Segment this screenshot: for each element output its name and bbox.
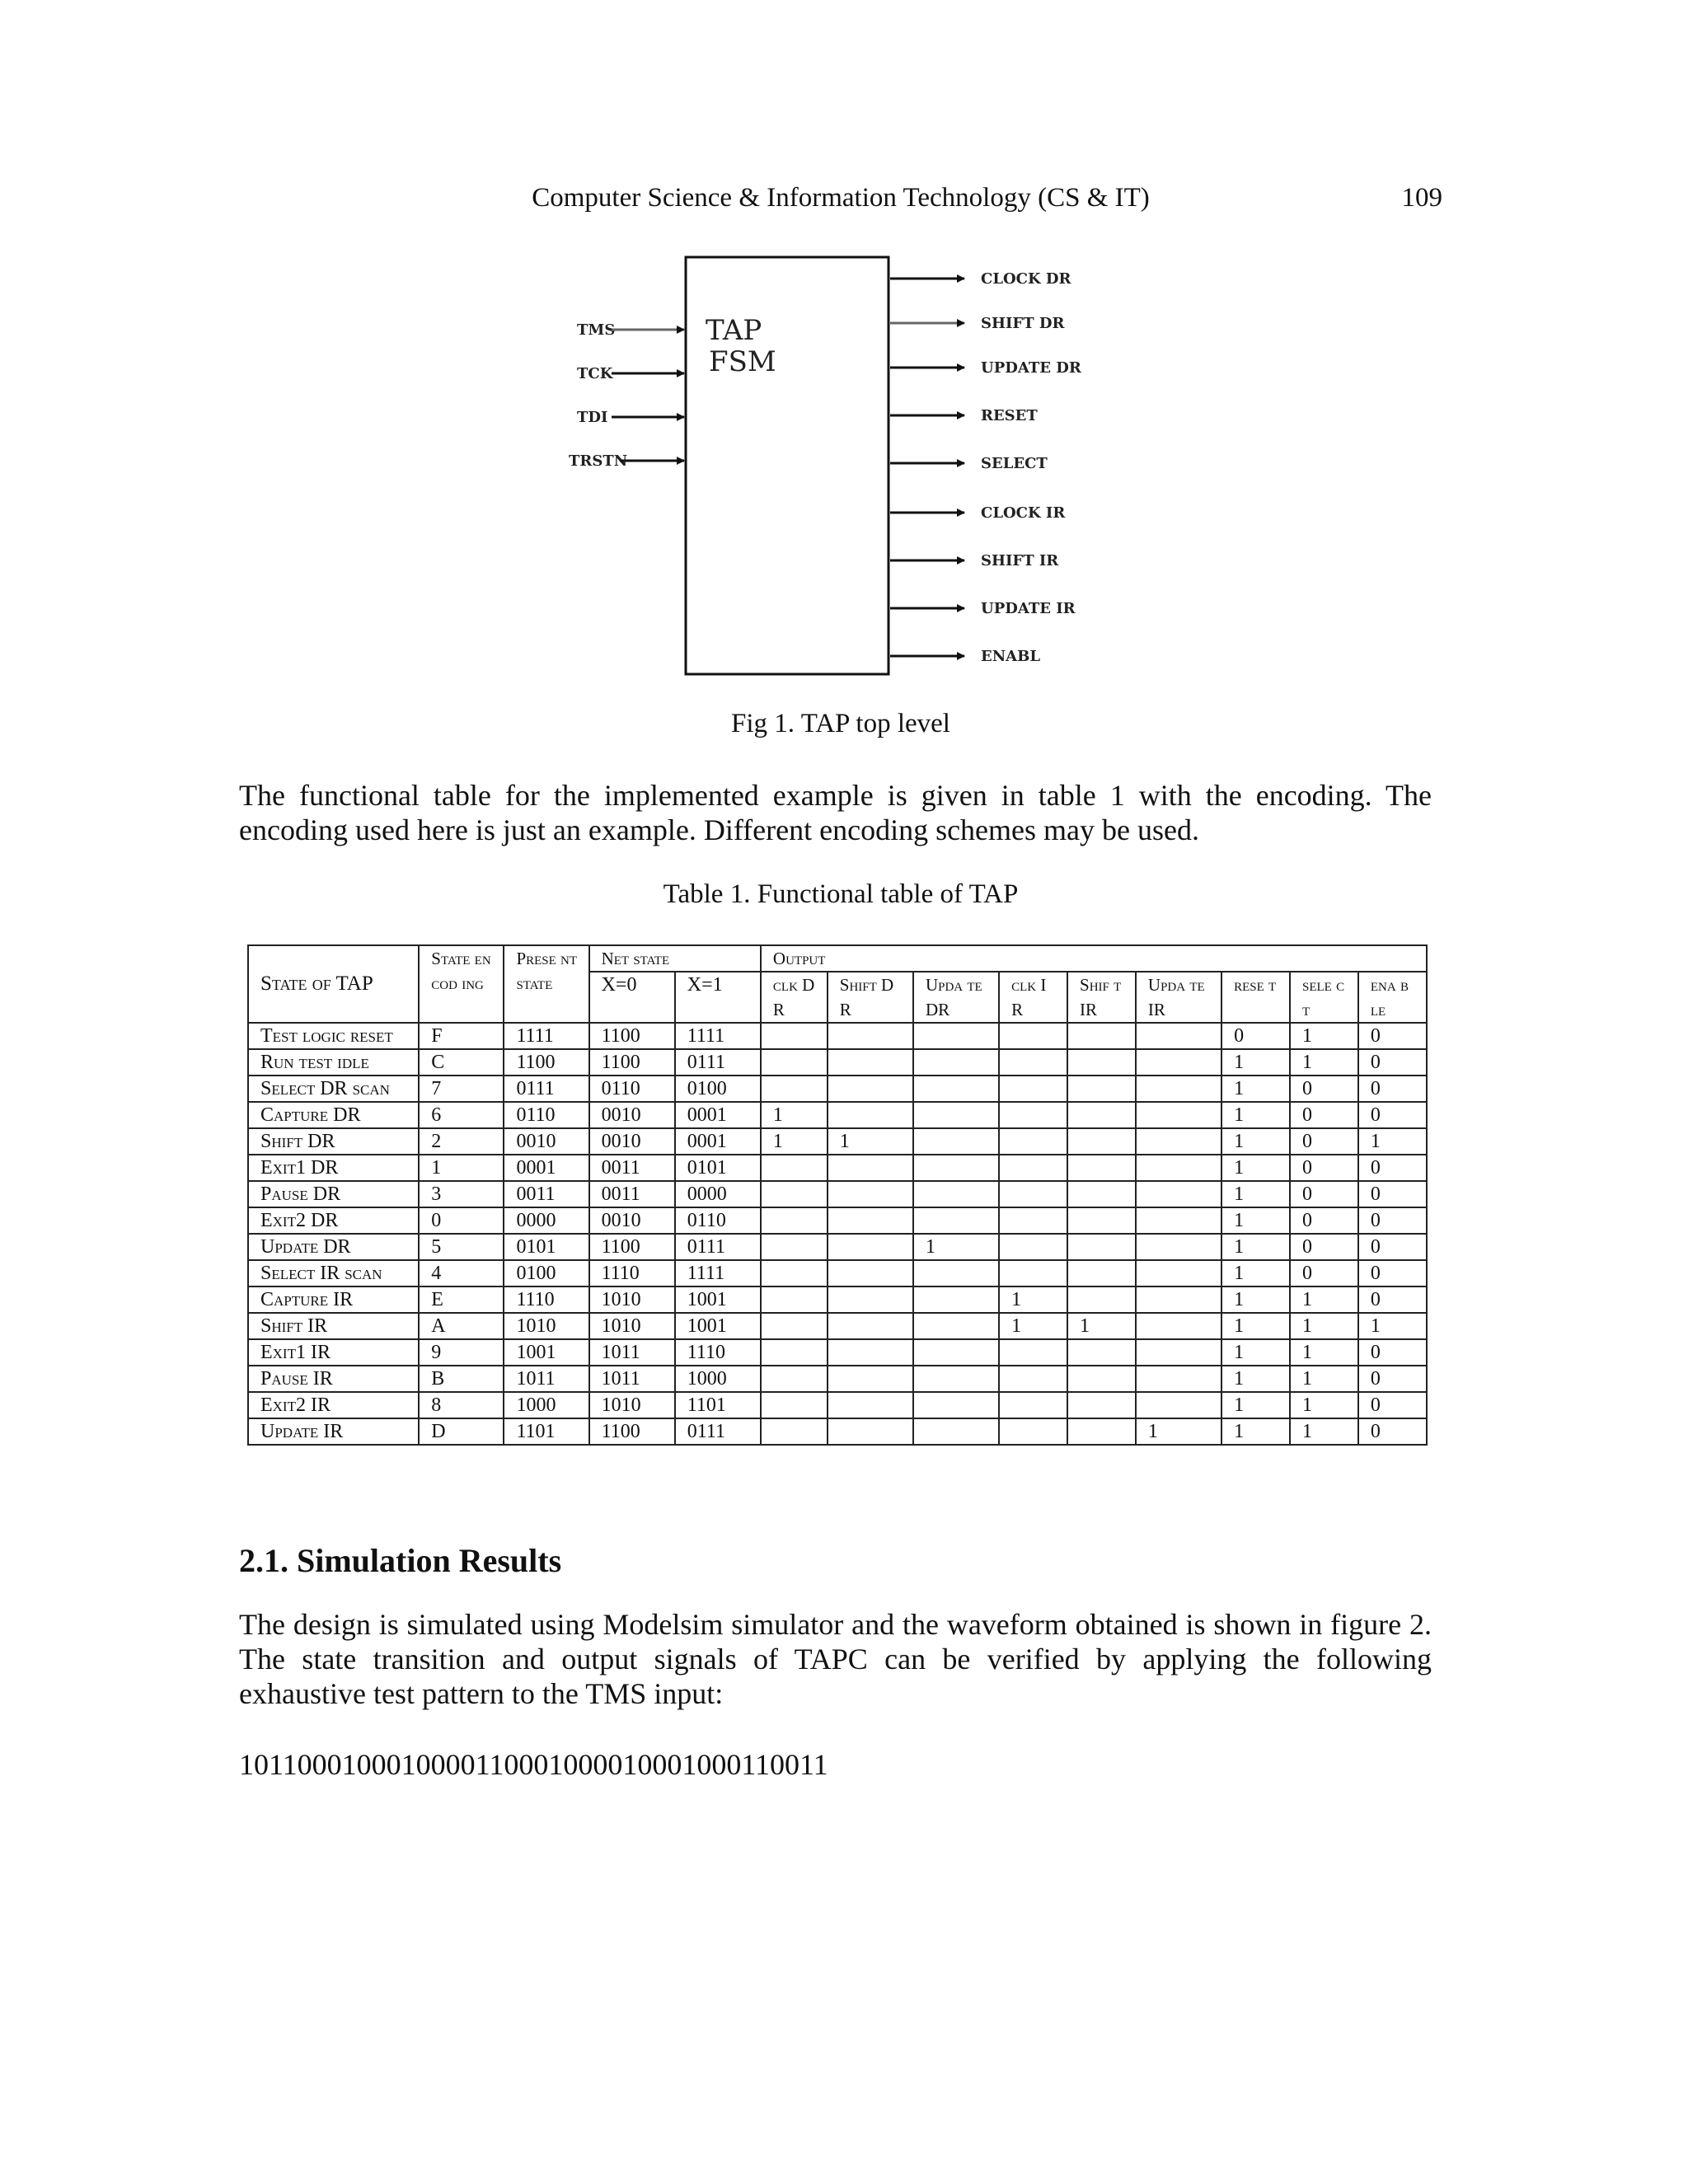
header-output-col: clk IR (999, 972, 1067, 1023)
section-heading: 2.1. Simulation Results (239, 1542, 562, 1579)
cell-output (913, 1102, 999, 1128)
cell-output: 1 (1221, 1260, 1290, 1286)
cell-output: 0 (1290, 1102, 1358, 1128)
cell-output (1136, 1128, 1221, 1155)
cell-output (761, 1313, 828, 1339)
cell-output: 0 (1358, 1102, 1427, 1128)
cell-output (999, 1418, 1067, 1445)
cell-state: Run test idle (248, 1049, 419, 1076)
cell-output (999, 1023, 1067, 1049)
cell-output: 0 (1358, 1155, 1427, 1181)
cell-output: 0 (1358, 1418, 1427, 1445)
cell-state: Update IR (248, 1418, 419, 1445)
cell-output (913, 1023, 999, 1049)
cell-output (828, 1234, 913, 1260)
cell-output (1067, 1023, 1136, 1049)
output-label-shift-dr: SHIFT DR (981, 315, 1065, 332)
cell-output (828, 1155, 913, 1181)
cell-next-x1: 0110 (675, 1207, 761, 1234)
cell-output (1136, 1023, 1221, 1049)
cell-output (913, 1049, 999, 1076)
cell-encoding: 0 (419, 1207, 504, 1234)
cell-state: Exit1 DR (248, 1155, 419, 1181)
cell-output: 1 (1221, 1128, 1290, 1155)
cell-encoding: 5 (419, 1234, 504, 1260)
cell-output (1136, 1286, 1221, 1313)
cell-output (761, 1260, 828, 1286)
cell-next-x1: 1001 (675, 1286, 761, 1313)
cell-next-x1: 0001 (675, 1128, 761, 1155)
cell-output (761, 1181, 828, 1207)
cell-encoding: F (419, 1023, 504, 1049)
cell-output: 1 (1290, 1366, 1358, 1392)
cell-output (828, 1102, 913, 1128)
cell-output: 1 (761, 1102, 828, 1128)
header-output-col: sele ct (1290, 972, 1358, 1023)
cell-state: Select IR scan (248, 1260, 419, 1286)
cell-output (999, 1207, 1067, 1234)
cell-next-x1: 1101 (675, 1392, 761, 1418)
cell-output: 0 (1358, 1049, 1427, 1076)
cell-output (1136, 1339, 1221, 1366)
cell-output (828, 1207, 913, 1234)
figure-caption: Fig 1. TAP top level (731, 709, 950, 738)
cell-output (828, 1392, 913, 1418)
cell-next-x0: 1100 (589, 1049, 675, 1076)
cell-output: 0 (1290, 1181, 1358, 1207)
cell-next-x1: 1001 (675, 1313, 761, 1339)
cell-output (761, 1207, 828, 1234)
cell-output (913, 1076, 999, 1102)
header-encoding: State encod ing (419, 945, 504, 1023)
cell-next-x1: 1111 (675, 1023, 761, 1049)
cell-output (1067, 1181, 1136, 1207)
cell-present-state: 1000 (504, 1392, 588, 1418)
input-label-tck: TCK (577, 365, 613, 382)
cell-output (761, 1366, 828, 1392)
input-label-tms: TMS (577, 321, 616, 339)
cell-output (1067, 1260, 1136, 1286)
cell-output (999, 1260, 1067, 1286)
cell-state: Update DR (248, 1234, 419, 1260)
cell-output: 1 (1221, 1049, 1290, 1076)
fsm-label-tap: TAP (706, 314, 762, 347)
output-signals (890, 270, 1082, 665)
table-row (248, 1155, 1427, 1181)
cell-output: 1 (1221, 1181, 1290, 1207)
cell-present-state: 0110 (504, 1102, 588, 1128)
cell-output (913, 1366, 999, 1392)
tap-block-diagram (544, 247, 1121, 709)
cell-output (913, 1286, 999, 1313)
cell-output (761, 1023, 828, 1049)
cell-output: 1 (1221, 1286, 1290, 1313)
cell-present-state: 1001 (504, 1339, 588, 1366)
cell-output: 0 (1290, 1128, 1358, 1155)
cell-output: 1 (1221, 1392, 1290, 1418)
cell-output: 1 (1290, 1339, 1358, 1366)
cell-output (1136, 1366, 1221, 1392)
cell-next-x0: 0010 (589, 1128, 675, 1155)
cell-encoding: E (419, 1286, 504, 1313)
cell-next-x1: 1000 (675, 1366, 761, 1392)
cell-encoding: 6 (419, 1102, 504, 1128)
cell-output (1136, 1234, 1221, 1260)
cell-output: 1 (1221, 1155, 1290, 1181)
cell-output (913, 1181, 999, 1207)
output-label-update-dr: UPDATE DR (981, 359, 1081, 377)
header-output-col: rese t (1221, 972, 1290, 1023)
journal-title: Computer Science & Information Technology (CS & IT) (532, 183, 1150, 213)
cell-output: 0 (1358, 1366, 1427, 1392)
cell-encoding: 3 (419, 1181, 504, 1207)
table-row (248, 1339, 1427, 1366)
input-label-tdi: TDI (577, 409, 608, 426)
cell-next-x0: 1100 (589, 1418, 675, 1445)
cell-output (828, 1286, 913, 1313)
cell-output (999, 1102, 1067, 1128)
cell-output: 1 (1221, 1234, 1290, 1260)
cell-output: 0 (1290, 1155, 1358, 1181)
table-row (248, 1049, 1427, 1076)
cell-output: 1 (1358, 1128, 1427, 1155)
output-label-shift-ir: SHIFT IR (981, 552, 1059, 569)
cell-next-x1: 0000 (675, 1181, 761, 1207)
cell-output (999, 1366, 1067, 1392)
cell-next-x0: 1010 (589, 1286, 675, 1313)
cell-output: 1 (1290, 1313, 1358, 1339)
header-x1: X=1 (675, 972, 761, 1023)
cell-output (1067, 1366, 1136, 1392)
cell-encoding: 8 (419, 1392, 504, 1418)
cell-output (828, 1049, 913, 1076)
cell-encoding: 4 (419, 1260, 504, 1286)
cell-output (761, 1234, 828, 1260)
cell-output (828, 1366, 913, 1392)
cell-output: 1 (999, 1286, 1067, 1313)
cell-present-state: 1011 (504, 1366, 588, 1392)
cell-output: 0 (1358, 1339, 1427, 1366)
cell-next-x0: 0110 (589, 1076, 675, 1102)
cell-output: 0 (1290, 1234, 1358, 1260)
table-row (248, 1181, 1427, 1207)
output-label-select: SELECT (981, 455, 1048, 472)
cell-output: 1 (1290, 1392, 1358, 1418)
cell-output (1067, 1155, 1136, 1181)
cell-output (1067, 1234, 1136, 1260)
cell-present-state: 0011 (504, 1181, 588, 1207)
cell-next-x0: 0011 (589, 1155, 675, 1181)
cell-output: 0 (1358, 1234, 1427, 1260)
output-label-clock-dr: CLOCK DR (981, 270, 1071, 288)
page-number: 109 (1401, 183, 1442, 213)
table-caption: Table 1. Functional table of TAP (663, 879, 1019, 909)
cell-output (999, 1155, 1067, 1181)
cell-output (999, 1234, 1067, 1260)
cell-output: 1 (1290, 1286, 1358, 1313)
cell-output (999, 1181, 1067, 1207)
cell-next-x0: 1011 (589, 1366, 675, 1392)
table-row (248, 1128, 1427, 1155)
cell-output (913, 1260, 999, 1286)
cell-state: Exit1 IR (248, 1339, 419, 1366)
cell-output (1136, 1392, 1221, 1418)
cell-output (1067, 1128, 1136, 1155)
cell-present-state: 0101 (504, 1234, 588, 1260)
cell-output: 0 (1290, 1207, 1358, 1234)
cell-output (1067, 1418, 1136, 1445)
cell-output (828, 1339, 913, 1366)
cell-next-x1: 0111 (675, 1049, 761, 1076)
cell-state: Shift DR (248, 1128, 419, 1155)
cell-output (1067, 1102, 1136, 1128)
cell-output: 1 (1221, 1102, 1290, 1128)
cell-output (913, 1155, 999, 1181)
cell-output (761, 1339, 828, 1366)
table-row (248, 1102, 1427, 1128)
cell-output: 0 (1358, 1076, 1427, 1102)
cell-output: 1 (913, 1234, 999, 1260)
running-header (239, 183, 1442, 224)
output-label-reset: RESET (981, 407, 1038, 424)
cell-next-x0: 1110 (589, 1260, 675, 1286)
cell-present-state: 1110 (504, 1286, 588, 1313)
cell-next-x1: 0100 (675, 1076, 761, 1102)
cell-output: 0 (1358, 1392, 1427, 1418)
header-output-col: Upda te IR (1136, 972, 1221, 1023)
cell-output (761, 1418, 828, 1445)
cell-output: 1 (1221, 1207, 1290, 1234)
header-output-col: Shift DR (828, 972, 913, 1023)
header-output-col: ena ble (1358, 972, 1427, 1023)
cell-present-state: 0001 (504, 1155, 588, 1181)
cell-output (913, 1128, 999, 1155)
test-pattern: 1011000100010000110001000010001000110011 (239, 1748, 828, 1781)
table-row (248, 1234, 1427, 1260)
cell-output (913, 1339, 999, 1366)
cell-next-x0: 1100 (589, 1234, 675, 1260)
cell-output (1136, 1155, 1221, 1181)
cell-next-x0: 1100 (589, 1023, 675, 1049)
cell-output (999, 1076, 1067, 1102)
cell-output (999, 1049, 1067, 1076)
table-row (248, 1366, 1427, 1392)
cell-output: 1 (999, 1313, 1067, 1339)
header-output-col: Shif t IR (1067, 972, 1136, 1023)
cell-output (1067, 1049, 1136, 1076)
cell-output: 0 (1358, 1207, 1427, 1234)
cell-present-state: 1100 (504, 1049, 588, 1076)
cell-state: Capture IR (248, 1286, 419, 1313)
input-label-trstn: TRSTN (569, 452, 628, 470)
cell-output (913, 1392, 999, 1418)
table-row (248, 1023, 1427, 1049)
cell-output: 1 (1290, 1418, 1358, 1445)
cell-next-x0: 1011 (589, 1339, 675, 1366)
cell-next-x1: 0111 (675, 1234, 761, 1260)
cell-output: 1 (828, 1128, 913, 1155)
cell-present-state: 0100 (504, 1260, 588, 1286)
cell-next-x0: 0010 (589, 1207, 675, 1234)
cell-output (828, 1023, 913, 1049)
header-state: State of TAP (248, 945, 419, 1023)
cell-output: 1 (1221, 1418, 1290, 1445)
cell-state: Capture DR (248, 1102, 419, 1128)
cell-output (761, 1049, 828, 1076)
cell-state: Exit2 IR (248, 1392, 419, 1418)
cell-output: 1 (1136, 1418, 1221, 1445)
cell-next-x1: 1111 (675, 1260, 761, 1286)
input-signals (569, 321, 684, 470)
cell-next-x1: 1110 (675, 1339, 761, 1366)
cell-output (761, 1155, 828, 1181)
cell-output (1067, 1339, 1136, 1366)
cell-output: 0 (1290, 1260, 1358, 1286)
table-row (248, 1418, 1427, 1445)
cell-next-x0: 0010 (589, 1102, 675, 1128)
cell-output: 1 (1221, 1313, 1290, 1339)
cell-next-x1: 0001 (675, 1102, 761, 1128)
cell-state: Exit2 DR (248, 1207, 419, 1234)
cell-output (1136, 1049, 1221, 1076)
cell-output: 0 (1358, 1260, 1427, 1286)
cell-output: 1 (1067, 1313, 1136, 1339)
output-label-enabl: ENABL (981, 648, 1041, 665)
cell-encoding: A (419, 1313, 504, 1339)
cell-output: 1 (1358, 1313, 1427, 1339)
cell-state: Test logic reset (248, 1023, 419, 1049)
cell-output (999, 1392, 1067, 1418)
cell-output: 0 (1290, 1076, 1358, 1102)
cell-output (828, 1076, 913, 1102)
cell-encoding: C (419, 1049, 504, 1076)
cell-encoding: 7 (419, 1076, 504, 1102)
cell-output (999, 1128, 1067, 1155)
cell-present-state: 0010 (504, 1128, 588, 1155)
cell-encoding: 9 (419, 1339, 504, 1366)
cell-present-state: 1111 (504, 1023, 588, 1049)
cell-output (1136, 1076, 1221, 1102)
cell-output: 1 (1290, 1049, 1358, 1076)
tap-functional-table (247, 944, 1428, 1446)
header-output: Output (761, 945, 1427, 972)
cell-output: 1 (1221, 1366, 1290, 1392)
output-label-update-ir: UPDATE IR (981, 600, 1076, 617)
cell-state: Pause IR (248, 1366, 419, 1392)
cell-output (1136, 1102, 1221, 1128)
cell-output (1136, 1207, 1221, 1234)
cell-next-x0: 1010 (589, 1392, 675, 1418)
cell-present-state: 1101 (504, 1418, 588, 1445)
cell-next-x0: 0011 (589, 1181, 675, 1207)
cell-state: Shift IR (248, 1313, 419, 1339)
header-output-col: clk DR (761, 972, 828, 1023)
cell-output: 1 (761, 1128, 828, 1155)
cell-state: Pause DR (248, 1181, 419, 1207)
cell-output (999, 1339, 1067, 1366)
cell-output (1067, 1207, 1136, 1234)
header-output-col: Upda te DR (913, 972, 999, 1023)
table-row (248, 1313, 1427, 1339)
fsm-label-fsm: FSM (709, 345, 776, 378)
cell-next-x1: 0111 (675, 1418, 761, 1445)
cell-output (828, 1181, 913, 1207)
table-row (248, 1260, 1427, 1286)
table-row (248, 1286, 1427, 1313)
cell-output: 1 (1221, 1076, 1290, 1102)
cell-encoding: 1 (419, 1155, 504, 1181)
cell-output: 0 (1358, 1023, 1427, 1049)
paragraph-table-intro: The functional table for the implemented example is given in table 1 with the encoding. The encoding used here is just an example. Different encoding schemes may be used. (239, 779, 1432, 846)
cell-encoding: B (419, 1366, 504, 1392)
cell-output (828, 1313, 913, 1339)
cell-output: 1 (1221, 1339, 1290, 1366)
cell-output (761, 1076, 828, 1102)
cell-output (828, 1260, 913, 1286)
cell-output (761, 1392, 828, 1418)
cell-next-x1: 0101 (675, 1155, 761, 1181)
cell-output: 0 (1221, 1023, 1290, 1049)
cell-output (913, 1207, 999, 1234)
cell-encoding: D (419, 1418, 504, 1445)
output-label-clock-ir: CLOCK IR (981, 504, 1066, 522)
table-row (248, 1076, 1427, 1102)
cell-output: 1 (1290, 1023, 1358, 1049)
header-x0: X=0 (589, 972, 675, 1023)
cell-output: 0 (1358, 1286, 1427, 1313)
header-next-state: Net state (589, 945, 761, 972)
table-row (248, 1207, 1427, 1234)
cell-encoding: 2 (419, 1128, 504, 1155)
cell-present-state: 1010 (504, 1313, 588, 1339)
cell-output (761, 1286, 828, 1313)
cell-output (1136, 1181, 1221, 1207)
cell-state: Select DR scan (248, 1076, 419, 1102)
cell-present-state: 0000 (504, 1207, 588, 1234)
header-present-state: Prese nt state (504, 945, 588, 1023)
cell-output (1067, 1076, 1136, 1102)
cell-output (913, 1313, 999, 1339)
cell-output (913, 1418, 999, 1445)
cell-output (1136, 1260, 1221, 1286)
table-row (248, 1392, 1427, 1418)
cell-output (1067, 1392, 1136, 1418)
cell-output (1067, 1286, 1136, 1313)
cell-output (1136, 1313, 1221, 1339)
cell-next-x0: 1010 (589, 1313, 675, 1339)
paragraph-simulation: The design is simulated using Modelsim simulator and the waveform obtained is shown in figure 2. The state transition and output signals of TAPC can be verified by applying the following exhaustive test pattern to the TMS input: (239, 1608, 1432, 1710)
cell-present-state: 0111 (504, 1076, 588, 1102)
cell-output: 0 (1358, 1181, 1427, 1207)
cell-output (828, 1418, 913, 1445)
